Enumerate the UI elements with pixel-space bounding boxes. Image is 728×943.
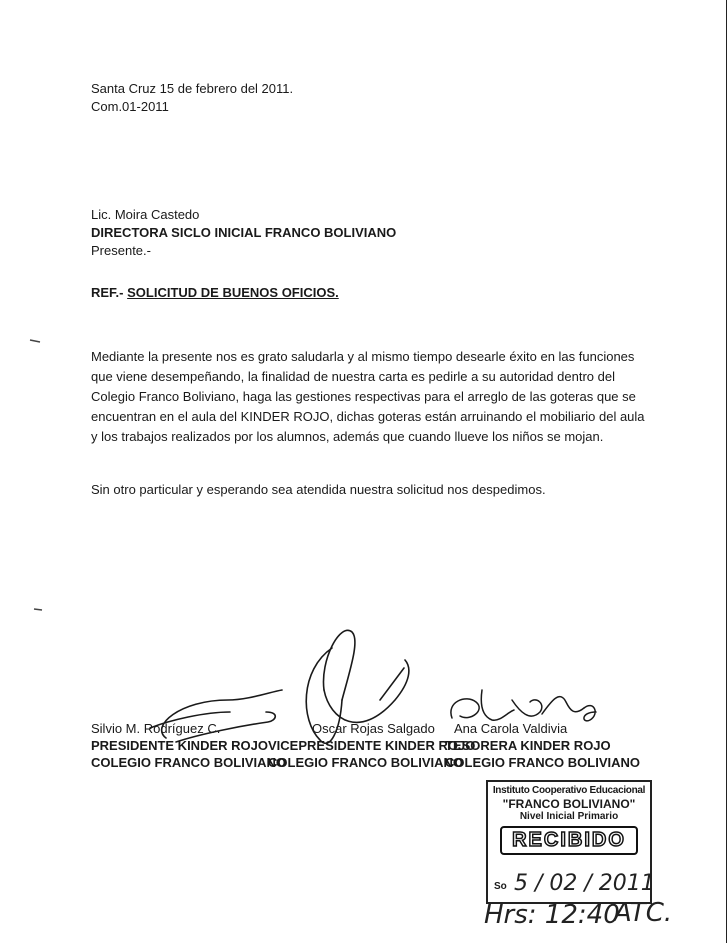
- stamp-school: "FRANCO BOLIVIANO": [502, 797, 636, 811]
- stamp-institution: Instituto Cooperativo Educacional: [492, 785, 646, 796]
- signatory-role: VICEPRESIDENTE KINDER ROJO: [268, 738, 476, 753]
- signature-oscar: [306, 630, 409, 743]
- handwritten-initials: ATC.: [614, 898, 673, 928]
- body-line: encuentran en el aula del KINDER ROJO, dichas goteras están arruinando el mobiliario del aula: [91, 409, 645, 424]
- signature-silvio: [150, 690, 282, 742]
- body-line: Colegio Franco Boliviano, haga las gestiones respectivas para el arreglo de las goteras que se: [91, 389, 636, 404]
- place-date: Santa Cruz 15 de febrero del 2011.: [91, 81, 294, 96]
- signatory-name: Ana Carola Valdivia: [454, 721, 568, 736]
- signatory-role: TESORERA KINDER ROJO: [445, 738, 611, 753]
- signatory-name: Silvio M. Rodríguez C.: [91, 721, 221, 736]
- received-stamp: [486, 780, 655, 904]
- recipient-name: Lic. Moira Castedo: [91, 207, 200, 222]
- body-line: y los trabajos realizados por los alumnos, además que cuando llueve los niños se mojan.: [91, 429, 604, 444]
- signatory-org: COLEGIO FRANCO BOLIVIANO: [268, 755, 463, 770]
- reference-code: Com.01-2011: [91, 99, 169, 114]
- signatory-org: COLEGIO FRANCO BOLIVIANO: [445, 755, 640, 770]
- body-line: Mediante la presente nos es grato saludarla y al mismo tiempo desearle éxito en las funciones: [91, 349, 635, 364]
- signatory-org: COLEGIO FRANCO BOLIVIANO: [91, 755, 286, 770]
- recipient-title: DIRECTORA SICLO INICIAL FRANCO BOLIVIANO: [91, 225, 397, 240]
- stray-mark: [34, 609, 42, 610]
- signature-ana: [451, 690, 596, 721]
- recipient-greeting: Presente.-: [91, 243, 151, 258]
- signatory-role: PRESIDENTE KINDER ROJO: [91, 738, 268, 753]
- signatory-name: Oscar Rojas Salgado: [312, 721, 435, 736]
- closing-line: Sin otro particular y esperando sea atendida nuestra solicitud nos despedimos.: [91, 482, 546, 497]
- subject-prefix: REF.-: [91, 285, 128, 300]
- stamp-level: Nivel Inicial Primario: [519, 811, 619, 822]
- body-line: que viene desempeñando, la finalidad de nuestra carta es pedirle a su autoridad dentro del: [91, 369, 615, 384]
- subject-text: SOLICITUD DE BUENOS OFICIOS.: [127, 285, 339, 300]
- stamp-received-label: RECIBIDO: [500, 826, 638, 855]
- handwritten-time: Hrs: 12:40: [484, 900, 620, 930]
- stray-mark: [30, 340, 40, 342]
- stamp-date-prefix: So: [494, 881, 507, 892]
- stamp-handwritten-date: 5 / 02 / 2011: [514, 871, 655, 896]
